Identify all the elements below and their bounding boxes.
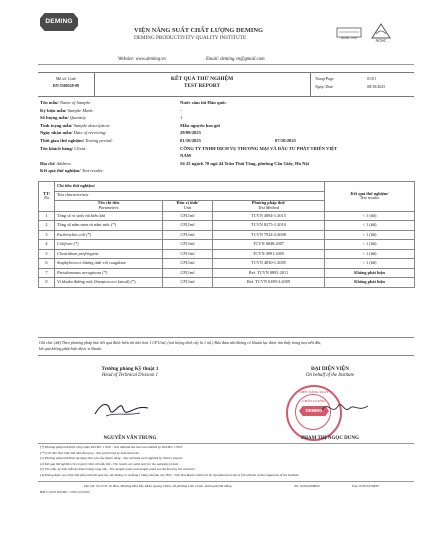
table-row <box>39 230 415 240</box>
footnote-line: (**) Chỉ tiêu thực hiện bởi nhà thầu phụ - Test performed by Subcontractor <box>40 450 140 455</box>
sample-value: 1 <box>180 115 183 121</box>
right-signer-name: PHẠM THỊ NGỌC DUNG <box>301 436 359 441</box>
col-header-name: Tên chỉ tiêu Parameters <box>55 201 163 212</box>
row-no: 3 <box>39 230 55 240</box>
date-label: Ngày/ Date <box>315 84 334 89</box>
row-no: 7 <box>39 268 55 278</box>
row-method: TCVN 7924-2:2008 <box>213 230 325 240</box>
row-unit: CFU/ml <box>163 268 213 278</box>
report-title-en: TEST REPORT <box>184 83 220 89</box>
row-unit: CFU/ml <box>163 211 213 221</box>
sample-value: 01/10/2025 <box>180 138 201 143</box>
row-method: TCVN 4884-1:2015 <box>213 211 325 221</box>
page-label: Trang/Page <box>315 76 334 81</box>
note-line-2: kết quả không phát hiện được vi khuẩn. <box>39 346 103 351</box>
note-line-1: Ghi chú: (##) Theo phương pháp thử, kết quả được biểu thị nhỏ hơn 1 CFU/ml, (nơi lượng dịch cấy là 1 ml.) Bảo đảm nếu không có khuẩn lạc được tìm thấy trong mọi nền đĩa, <box>39 340 322 345</box>
footnote-line: (1) Phương pháp thử được áp dụng theo yêu cầu khách hàng - Test methods were applied by client's request <box>40 456 183 461</box>
footer-divider <box>38 481 414 482</box>
row-result: < 1 (##) <box>325 221 415 231</box>
code-cell <box>38 73 95 96</box>
col-header-no: TT/ No <box>39 182 55 212</box>
aosc-badge <box>368 22 394 44</box>
stamp-top-text: VIỆN NĂNG SUẤT <box>299 390 329 394</box>
page-date-cell <box>310 73 415 96</box>
table-row <box>39 259 415 269</box>
row-method: TCVN 4991:2005 <box>213 249 325 259</box>
sample-label: Địa chỉ/ Address <box>40 160 71 166</box>
row-method: TCVN 4830-1:2005 <box>213 259 325 269</box>
sample-label: Tên khách hàng/ Client: <box>40 145 87 151</box>
table-row <box>39 278 415 288</box>
report-info-strip <box>38 72 414 97</box>
col-header-group-en: Test characteristic <box>55 191 325 201</box>
deming-logo <box>40 13 78 35</box>
sample-label: Thời gian thử nghiệm/ Testing period: <box>40 138 113 143</box>
row-no: 8 <box>39 278 55 288</box>
row-unit: CFU/ml <box>163 249 213 259</box>
row-parameter: Tổng số nấm men và nấm mốc (*) <box>55 221 163 231</box>
sample-label: Kết quả thử nghiệm/ Test results: <box>40 168 104 174</box>
iso-badge-label: ISO/IEC 17025 <box>340 37 358 40</box>
sample-label: Số lượng mẫu/ Quantity <box>40 115 86 121</box>
table-row <box>39 221 415 231</box>
table-row <box>39 249 415 259</box>
row-parameter: Coliform (*) <box>55 240 163 250</box>
code-label: Mã số/ Code <box>55 76 77 81</box>
row-unit: CFU/ml <box>163 259 213 269</box>
footnote-line: (4) Không được sao chép một phần bản kết quả này nếu không có sự đồng ý bằng văn bản của Viện - This Test Report shall not be reproduced except in full without written approval of the Institute <box>40 473 299 477</box>
org-name-vn: VIỆN NĂNG SUẤT CHẤT LƯỢNG DEMING <box>134 27 263 34</box>
table-row <box>39 268 415 278</box>
org-name-en: DEMING PRODUCTIVITY QUALITY INSTITUTE <box>134 35 247 41</box>
col-header-method: Phương pháp thử/ Test Method <box>213 201 325 212</box>
date-value: 08/10/2025 <box>367 84 386 89</box>
website-link[interactable]: Website: www.deming.vn <box>118 57 166 62</box>
left-signer-name: NGUYỄN VĂN TRUNG <box>103 436 157 441</box>
sample-label: Ký hiệu mẫu/ Sample Mark: <box>40 107 94 113</box>
sample-value: Nước sâm túi Hàn quốc <box>180 100 227 105</box>
row-method: Ref. TCVN 6189-2:2009 <box>213 278 325 288</box>
row-parameter: Vi khuẩn đường ruột (Streptococci faecal) (*) <box>55 278 163 288</box>
row-unit: CFU/ml <box>163 278 213 288</box>
row-no: 4 <box>39 240 55 250</box>
footer-tel: Tel: 0236.6266829 <box>294 484 320 488</box>
sample-value: - <box>180 107 182 113</box>
row-result: < 1 (##) <box>325 249 415 259</box>
iso-accreditation-badge <box>336 26 362 42</box>
row-result: < 1 (##) <box>325 211 415 221</box>
right-signer-title: ĐẠI DIỆN VIỆN <box>311 366 349 372</box>
row-unit: CFU/ml <box>163 230 213 240</box>
col-header-result: Kết quả thử nghiệm/ Test results <box>325 182 415 212</box>
sample-value: CÔNG TY TNHH DỊCH VỤ THƯƠNG MẠI VÀ ĐẦU TƯ PHÁT TRIỂN VIỆT <box>180 145 338 151</box>
row-no: 2 <box>39 221 55 231</box>
row-method: Ref. TCVN 8881:2011 <box>213 268 325 278</box>
note-box <box>38 337 414 356</box>
row-parameter: Escherichia coli (*) <box>55 230 163 240</box>
aosc-label: AOSC <box>375 38 387 43</box>
left-signer-title-en: Head of Technical Division 1 <box>101 373 159 378</box>
row-no: 6 <box>39 259 55 269</box>
row-result: < 1 (##) <box>325 240 415 250</box>
report-title-vn: KẾT QUẢ THỬ NGHIỆM <box>170 76 234 82</box>
row-parameter: Clostridium perfringens <box>55 249 163 259</box>
row-no: 5 <box>39 249 55 259</box>
footnote-line: (*) Phương pháp thử được công nhận ISO/IEC 17025 - Test Method has been accredited by ISO/IEC 17025 <box>40 445 183 449</box>
right-signature <box>320 398 370 418</box>
row-result: < 1 (##) <box>325 259 415 269</box>
col-header-unit: Đơn vị tính/ Unit <box>163 201 213 212</box>
row-parameter: Staphylococci dương tính với coagulase <box>55 259 163 269</box>
form-code: BM 5.10.03 ISO/IEC 17025 01/2022 <box>40 490 90 494</box>
email-link[interactable]: Email: deming.vn@gmail.com <box>206 57 265 62</box>
stamp-mid-text: CHẤT LƯỢNG <box>302 399 326 403</box>
page-value: 01/01 <box>367 76 377 81</box>
footnote-line: (3) Tên mẫu, ký hiệu mẫu do khách hàng cung cấp - The sample name and sample mark are declared by the customer <box>40 467 196 472</box>
left-signature <box>92 398 152 420</box>
row-method: TCVN 8275-1:2010 <box>213 221 325 231</box>
footer-address: Địa chỉ: Số 25 Đ. Lê Hoa, Phường Hòa Mỹ, KĐG Quang Thịnh, Số phường Liên Chiểu, thành phố Đà Nẵng <box>84 484 232 488</box>
row-parameter: Pseudomonas aeruginosa (*) <box>55 268 163 278</box>
row-unit: CFU/ml <box>163 221 213 231</box>
sample-label: Tên mẫu/ Name of Sample: <box>40 100 92 105</box>
col-header-group: Chỉ tiêu thử nghiệm/ <box>55 182 325 192</box>
stamp-logo-text: DEMING <box>305 408 323 413</box>
row-no: 1 <box>39 211 55 221</box>
footnotes-divider <box>38 443 414 444</box>
sample-value: Mẫu nguyên bao gói <box>180 122 220 128</box>
row-result: < 1 (##) <box>325 230 415 240</box>
logo-text: DEMING <box>45 18 73 25</box>
sample-value-end: 07/10/2025 <box>275 138 296 143</box>
sample-value: 29/09/2025 <box>180 130 201 136</box>
right-signer-title-en: On behalf of the Institute <box>306 373 354 378</box>
left-signer-title: Trưởng phòng Kỹ thuật 1 <box>101 366 159 372</box>
sample-label: Ngày nhận mẫu/ Date of receiving: <box>40 130 107 136</box>
footer-fax: Fax: 0236.6176839 <box>352 484 379 488</box>
footnote-line: (2) Kết quả thử nghiệm chỉ có giá trị đối với mẫu thử - The results are valid only for the sample(s) tested <box>40 461 179 466</box>
row-result: Không phát hiện <box>325 278 415 288</box>
row-method: TCVN 6848:2007 <box>213 240 325 250</box>
row-unit: CFU/ml <box>163 240 213 250</box>
table-row <box>39 211 415 221</box>
sample-value-continued: NAM <box>180 153 191 159</box>
table-row <box>39 240 415 250</box>
sample-label: Tình trạng mẫu/ Sample description: <box>40 122 111 128</box>
row-parameter: Tổng số vi sinh vật hiếu khí <box>55 211 163 221</box>
row-result: Không phát hiện <box>325 268 415 278</box>
code-value: BN 5500528-08 <box>53 83 79 88</box>
results-table <box>38 181 415 288</box>
sample-value: Số 25 ngách 70 ngõ 44 Trần Thái Tông, phường Cầu Giấy, Hà Nội <box>180 160 309 166</box>
header-divider <box>38 64 414 65</box>
